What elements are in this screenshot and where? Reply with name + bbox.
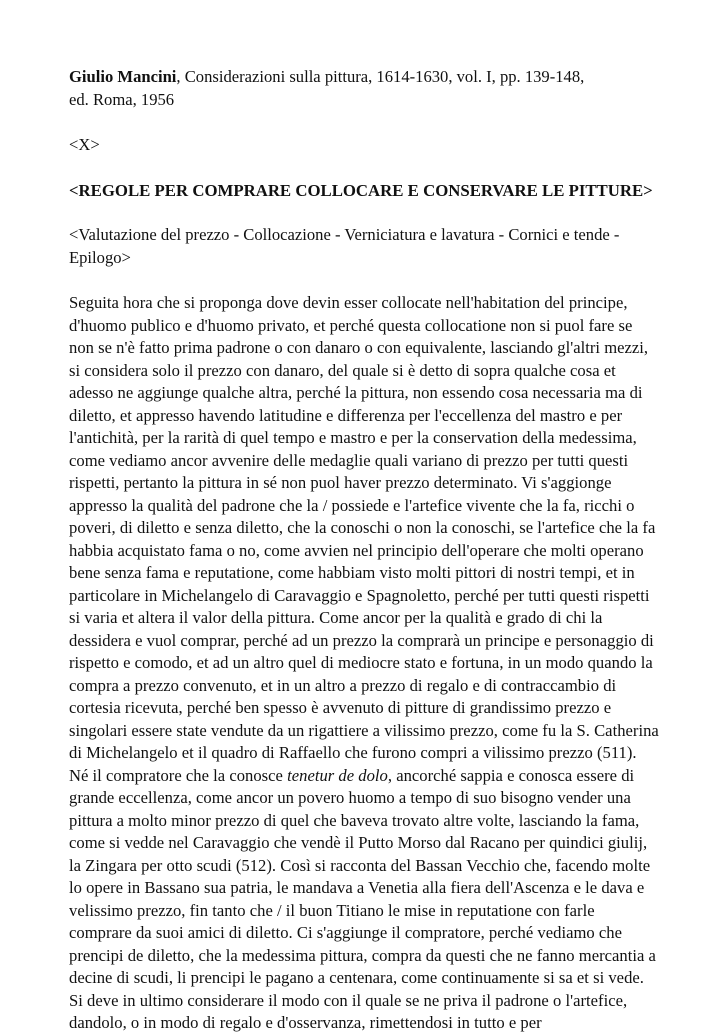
body-text-part-1: Seguita hora che si proponga dove devin esser collocate nell'habitation del principe, d'huomo publico e d'huomo privato, et perché questa collocatione non si puol fare se non se n'è fatto prima padrone o con danaro o con equivalente, lasciando gl'altri mezzi, si considera solo il prezzo con danaro, del quale si è detto di sopra qualche cosa et adesso ne aggiunge qualche altra, perché la pittura, non essendo cosa necessaria ma di diletto, et appresso havendo latitudine e differenza per l'eccellenza del mastro e per l'antichità, per la rarità di quel tempo e mastro e per la conservation della medessima, come vediamo ancor avvenire delle medaglie quali variano di prezzo per tutti questi rispetti, pertanto la pittura in sé non puol haver prezzo determinato. Vi s'aggionge appresso la qualità del padrone che la / possiede e l'artefice vivente che la fa, ricchi o poveri, di diletto e senza diletto, che la conoschi o non la conoschi, se l'artefice che la fa habbia acquistato fama o no, come avvien nel principio dell'operare che molti operano bene senza fama e reputatione, come habbiam visto molti pittori di nostri tempi, et in particolare in Michelangelo di Caravaggio e Spagnoletto, perché per tutti questi rispetti si varia et altera il valor della pittura. Come ancor per la qualità e grado di chi la dessidera e vuol comprar, perché ad un prezzo la comprarà un principe e personaggio di rispetto e comodo, et ad un altro quel di mediocre stato e fortuna, in un modo quando la compra a prezzo convenuto, et in un altro a prezzo di regalo e di contraccambio di cortesia ricevuta, perché ben spesso è avvenuto di pitture di grandissimo prezzo e singolari essere state vendute da un rigattiere a vilissimo prezzo, come fu la S. Catherina di Michelangelo et il quadro di Raffaello che furono compri a vilissimo prezzo (511). Né il compratore che la conosce	[69, 293, 659, 785]
section-title: <REGOLE PER COMPRARE COLLOCARE E CONSERVARE LE PITTURE>	[69, 180, 653, 200]
body-text-italic: tenetur de dolo	[287, 765, 388, 785]
document-page	[69, 66, 659, 1035]
body-text-part-2: , ancorché sappia e conosca essere di grande eccellenza, come ancor un povero huomo a tempo di suo bisogno vender una pittura a molto minor prezzo di quel che baveva trovato altre volte, lasciando la fama, come si vedde nel Caravaggio che vendè il Putto Morso dal Racano per quindici giulij, la Zingara per otto scudi (512). Così si racconta del Bassan Vecchio che, facendo molte lo opere in Bassano sua patria, le mandava a Venetia alla fiera dell'Ascenza e le dava e velissimo prezzo, fin tanto che / il buon Titiano le mise in reputatione con farle comprare da suoi amici di diletto. Ci s'aggiunge il compratore, perché vediamo che prencipi de diletto, che la medessima pittura, compra da questi che ne fanno mercantia a decine di scudi, li prencipi le pagano a centenara, come continuamente si sa et si vede. Si deve in ultimo considerare il modo con il quale se ne priva il padrone o l'artefice, dandolo, o in modo di regalo e d'osservanza, rimettendosi in tutto e per	[69, 765, 656, 1032]
citation-details: , Considerazioni sulla pittura, 1614-1630, vol. I, pp. 139-148, ed. Roma, 1956	[69, 67, 585, 109]
section-marker: <X>	[69, 135, 100, 154]
citation-author: Giulio Mancini	[69, 67, 177, 86]
citation	[69, 66, 589, 111]
body-paragraph	[69, 292, 659, 1035]
section-summary: <Valutazione del prezzo - Collocazione - Verniciatura e lavatura - Cornici e tende - Epilogo>	[69, 225, 620, 267]
